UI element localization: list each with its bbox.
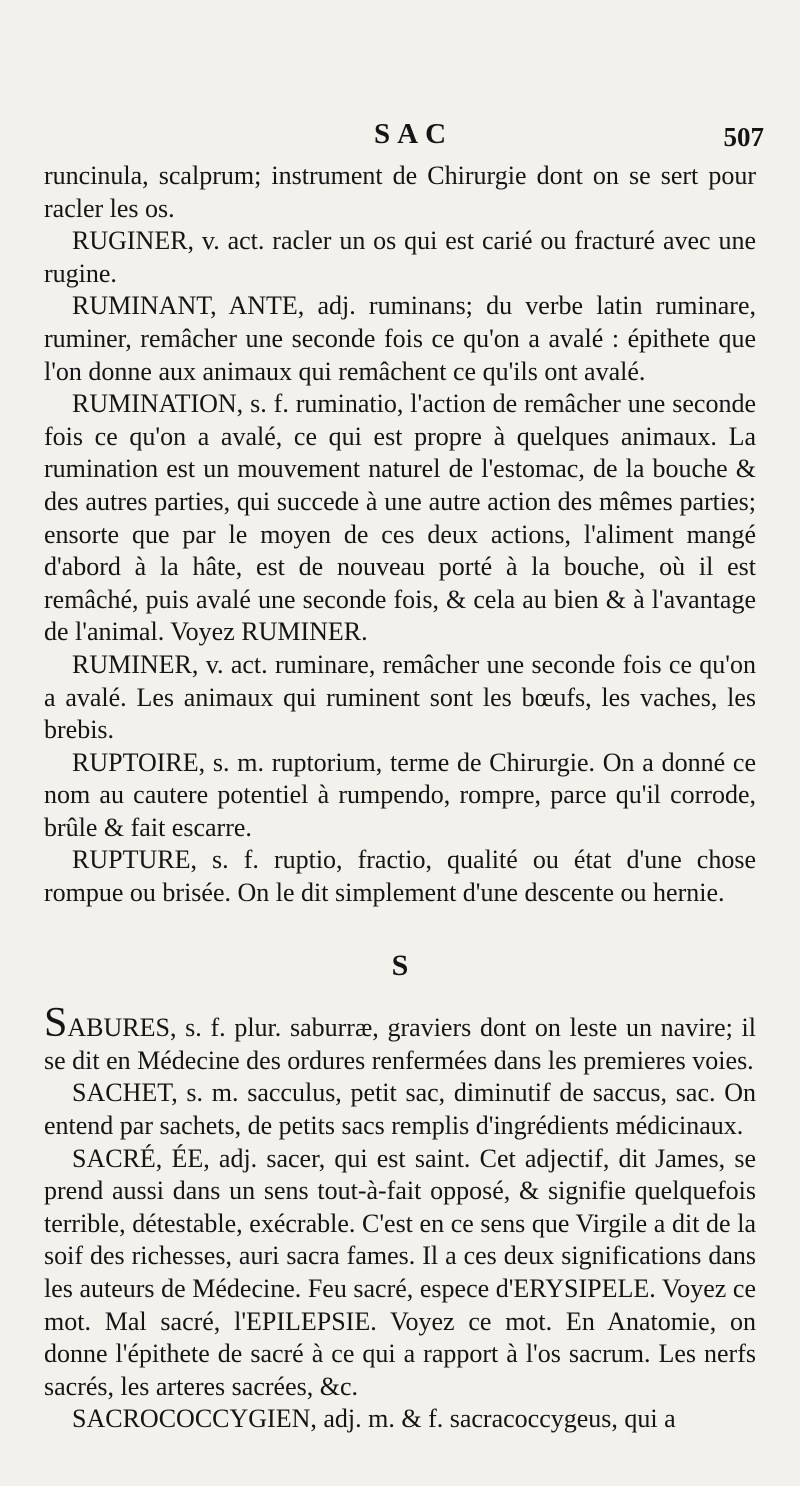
entry-text: RUPTOIRE, s. m. ruptorium, terme de Chirurgie. On a donné ce nom au cautere potentiel à rumpendo, rompre, parce qu'il corrode, brûle & fait escarre. <box>44 747 756 842</box>
entries-s <box>44 1000 756 1436</box>
running-title: SAC <box>374 118 454 150</box>
entry-text: RUMINATION, s. f. ruminatio, l'action de remâcher une seconde fois ce qu'on a avalé, ce qui est propre à quelques animaux. La rumination est un mouvement naturel de l'estomac, de la bouche & des autres parties, qui succede à une autre action des mêmes parties; ensorte que par le moyen de ces deux actions, l'aliment mangé d'abord à la hâte, est de nouveau porté à la bouche, où il est remâché, puis avalé une seconde fois, & cela au bien & à l'avantage de l'animal. Voyez RUMINER. <box>44 389 756 647</box>
dictionary-text <box>44 160 756 1436</box>
section-letter: S <box>391 948 409 982</box>
entry-text: RUMINANT, ANTE, adj. ruminans; du verbe latin ruminare, ruminer, remâcher une seconde fois ce qu'on a avalé : épithete que l'on donne aux animaux qui remâchent ce qu'ils ont avalé. <box>44 291 756 386</box>
dictionary-entry <box>44 1143 756 1404</box>
entry-text: ABURES, s. f. plur. saburræ, graviers dont on leste un navire; il se dit en Médecine des ordures renfermées dans les premieres voies. <box>44 1013 756 1075</box>
dictionary-entry <box>44 225 756 290</box>
dictionary-entry <box>44 388 756 649</box>
page-number: 507 <box>723 122 764 152</box>
dictionary-entry <box>44 1000 756 1077</box>
dictionary-entry <box>44 160 756 225</box>
dictionary-entry <box>44 649 756 747</box>
dictionary-entry <box>44 1403 756 1436</box>
dictionary-entry <box>44 844 756 909</box>
entry-text: RUMINER, v. act. ruminare, remâcher une seconde fois ce qu'on a avalé. Les animaux qui ruminent sont les bœufs, les vaches, les brebis. <box>44 649 756 745</box>
dictionary-entry <box>44 290 756 388</box>
running-header <box>44 118 764 158</box>
drop-cap: S <box>44 1000 68 1047</box>
entry-text: RUGINER, v. act. racler un os qui est carié ou fracturé avec une rugine. <box>44 226 756 288</box>
entry-text: RUPTURE, s. f. ruptio, fractio, qualité ou état d'une chose rompue ou brisée. On le dit simplement d'une descente ou hernie. <box>44 845 756 908</box>
entry-text: SACRÉ, ÉE, adj. sacer, qui est saint. Cet adjectif, dit James, se prend aussi dans un sens tout-à-fait opposé, & signifie quelquefois terrible, détestable, exécrable. C'est en ce sens que Virgile a dit de la soif des richesses, auri sacra fames. Il a ces deux significations dans les auteurs de Médecine. Feu sacré, espece d'ERYSIPELE. Voyez ce mot. Mal sacré, l'EPILEPSIE. Voyez ce mot. En Anatomie, on donne l'épithete de sacré à ce qui a rapport à l'os sacrum. Les nerfs sacrés, les arteres sacrées, &c. <box>44 1143 756 1401</box>
entries-r <box>44 160 756 910</box>
dictionary-entry <box>44 1077 756 1142</box>
entry-text: SACHET, s. m. sacculus, petit sac, diminutif de saccus, sac. On entend par sachets, de petits sacs remplis d'ingrédients médicinaux. <box>44 1078 756 1141</box>
entry-text: SACROCOCCYGIEN, adj. m. & f. sacracoccygeus, qui a <box>72 1404 676 1434</box>
dictionary-entry <box>44 747 756 845</box>
entry-text: runcinula, scalprum; instrument de Chirurgie dont on se sert pour racler les os. <box>44 161 756 223</box>
